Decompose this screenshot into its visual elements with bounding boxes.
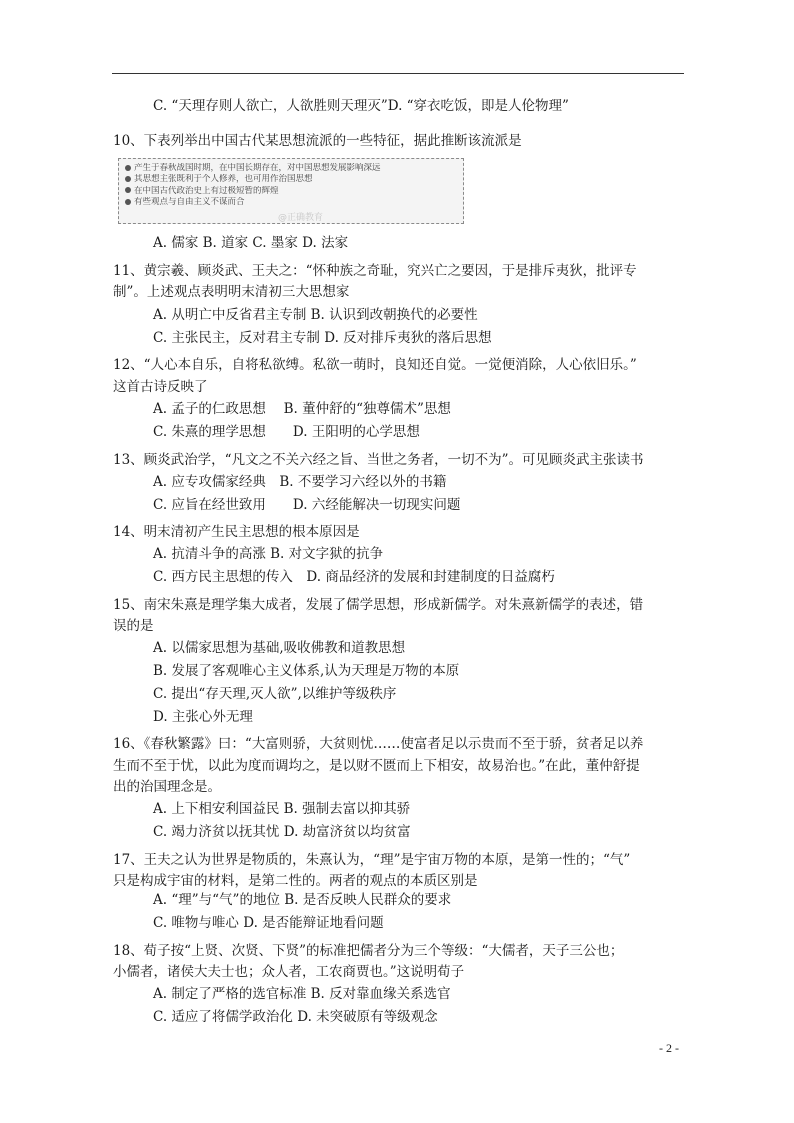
answer-option-line: A. 从明亡中反省君主专制 B. 认识到改朝换代的必要性 (153, 307, 478, 323)
answer-option-line: C. 提出“存天理,灭人欲”,以维护等级秩序 (153, 686, 397, 702)
question-text-line: 15、南宋朱熹是理学集大成者，发展了儒学思想，形成新儒学。对朱熹新儒学的表述，错 (113, 597, 644, 613)
answer-option-line: A. “理”与“气”的地位 B. 是否反映人民群众的要求 (153, 892, 452, 908)
bullet-icon (125, 199, 131, 205)
question-text-line: 16、《春秋繁露》曰：“大富则骄，大贫则忧……使富者足以示贵而不至于骄，贫者足以养 (113, 736, 644, 752)
question-text-line: 只是构成宇宙的材料，是第二性的。两者的观点的本质区别是 (113, 873, 478, 889)
question-text-line: 17、王夫之认为世界是物质的，朱熹认为，“理”是宇宙万物的本原，是第一性的；“气” (113, 852, 631, 868)
answer-option-line: C. 主张民主，反对君主专制 D. 反对排斥夷狄的落后思想 (153, 330, 492, 346)
question-text-line: 12、“人心本自乐，自将私欲缚。私欲一萌时，良知还自觉。一觉便消除，人心依旧乐。” (113, 357, 637, 373)
question-text-line: 18、荀子按“上贤、次贤、下贤”的标准把儒者分为三个等级：“大儒者，天子三公也； (113, 943, 624, 959)
answer-option-line: C. 唯物与唯心 D. 是否能辩证地看问题 (153, 915, 384, 931)
feature-item: 其思想主张既利于个人修养，也可用作治国思想 (125, 174, 457, 185)
question-text-line: 这首古诗反映了 (113, 379, 208, 395)
answer-option-line: A. 孟子的仁政思想 B. 董仲舒的“独尊儒术”思想 (153, 401, 451, 417)
answer-option-line: C. 西方民主思想的传入 D. 商品经济的发展和封建制度的日益腐朽 (153, 569, 555, 585)
question-text-line: 误的是 (113, 618, 154, 634)
answer-option-line: C. 朱熹的理学思想 D. 王阳明的心学思想 (153, 424, 420, 440)
header-rule (112, 73, 684, 74)
question-text-line: 出的治国理念是。 (113, 779, 221, 795)
bullet-icon (125, 176, 131, 182)
question-text-line: 小儒者，诸侯大夫士也；众人者，工农商贾也。”这说明荀子 (113, 964, 465, 980)
question-text-line: 10、下表列举出中国古代某思想流派的一些特征，据此推断该流派是 (113, 133, 522, 149)
question-text-line: 生而不至于忧，以此为度而调均之，是以财不匮而上下相安，故易治也。”在此，董仲舒提 (113, 758, 640, 774)
answer-option-line: A. 儒家 B. 道家 C. 墨家 D. 法家 (153, 235, 349, 251)
answer-option-line: D. 主张心外无理 (153, 709, 253, 725)
feature-item: 有些观点与自由主义不谋而合 (125, 197, 457, 208)
feature-item: 产生于春秋战国时期，在中国长期存在，对中国思想发展影响深远 (125, 163, 457, 174)
answer-option-line: C. 竭力济贫以抚其忧 D. 劫富济贫以均贫富 (153, 824, 411, 840)
answer-option-line: C. “天理存则人欲亡，人欲胜则天理灭”D. “穿衣吃饭，即是人伦物理” (153, 98, 569, 114)
answer-option-line: C. 应旨在经世致用 D. 六经能解决一切现实问题 (153, 497, 461, 513)
answer-option-line: A. 以儒家思想为基础,吸收佛教和道教思想 (153, 640, 406, 656)
question-text-line: 13、顾炎武治学，“凡文之不关六经之旨、当世之务者，一切不为”。可见顾炎武主张读书 (113, 452, 644, 468)
answer-option-line: A. 应专攻儒家经典 B. 不要学习六经以外的书籍 (153, 474, 447, 490)
bullet-icon (125, 165, 131, 171)
question-text-line: 14、明末清初产生民主思想的根本原因是 (113, 524, 360, 540)
page-number: - 2 - (659, 1041, 679, 1055)
answer-option-line: A. 制定了严格的选官标准 B. 反对靠血缘关系选官 (153, 986, 451, 1002)
question-text-line: 11、黄宗羲、顾炎武、王夫之：“怀种族之奇耻，究兴亡之要因，于是排斥夷狄，批评专 (113, 263, 637, 279)
question-text-line: 制”。上述观点表明明末清初三大思想家 (113, 284, 350, 300)
feature-item: 在中国古代政治史上有过极短暂的辉煌 (125, 186, 457, 197)
watermark: @正确教育 (278, 213, 324, 223)
answer-option-line: A. 抗清斗争的高涨 B. 对文字狱的抗争 (153, 546, 384, 562)
answer-option-line: B. 发展了客观唯心主义体系,认为天理是万物的本原 (153, 663, 460, 679)
answer-option-line: A. 上下相安利国益民 B. 强制去富以抑其骄 (153, 801, 411, 817)
bullet-icon (125, 187, 131, 193)
answer-option-line: C. 适应了将儒学政治化 D. 未突破原有等级观念 (153, 1009, 438, 1025)
